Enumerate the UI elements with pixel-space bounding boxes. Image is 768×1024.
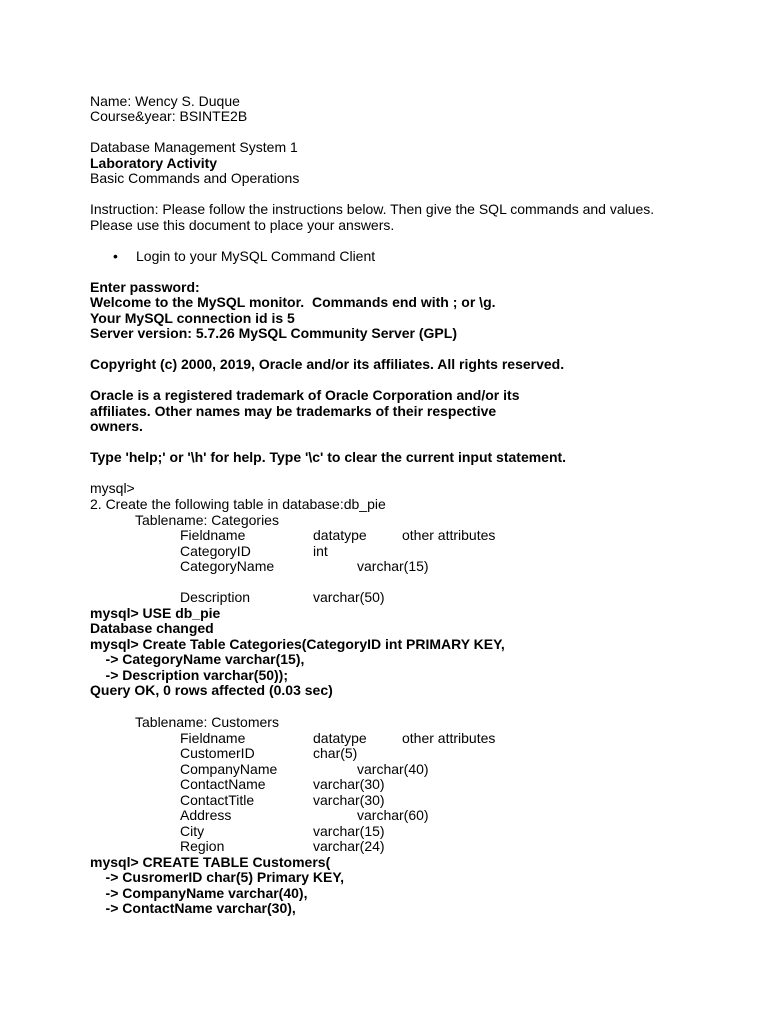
sql-line: -> CusromerID char(5) Primary KEY, [90, 869, 345, 885]
customers-field-name: CompanyName [180, 761, 278, 777]
sql-line: -> ContactName varchar(30), [90, 900, 296, 916]
sql-line: mysql> Create Table Categories(CategoryID int PRIMARY KEY, [90, 636, 505, 652]
customers-field-name: CustomerID [180, 745, 255, 761]
categories-field-name: CategoryName [180, 558, 275, 574]
instruction-line-1: Instruction: Please follow the instructions below. Then give the SQL commands and values. [90, 201, 655, 217]
customers-field-type: varchar(15) [313, 823, 385, 839]
bullet-icon: • [113, 248, 118, 264]
student-name: Name: Wency S. Duque [90, 93, 240, 109]
customers-field-type: varchar(30) [313, 776, 385, 792]
categories-header-field: Fieldname [180, 527, 246, 543]
categories-tablename: Tablename: Categories [135, 512, 279, 528]
categories-field-type: int [313, 543, 328, 559]
output-trademark-1: Oracle is a registered trademark of Oracle Corporation and/or its [90, 387, 520, 403]
course-title: Database Management System 1 [90, 139, 298, 155]
categories-header-attrs: other attributes [402, 527, 496, 543]
categories-field-name: Description [180, 589, 251, 605]
customers-field-type: varchar(60) [357, 807, 429, 823]
output-server: Server version: 5.7.26 MySQL Community Server (GPL) [90, 325, 457, 341]
output-copyright: Copyright (c) 2000, 2019, Oracle and/or its affiliates. All rights reserved. [90, 356, 565, 372]
customers-tablename: Tablename: Customers [135, 714, 279, 730]
categories-header-type: datatype [313, 527, 367, 543]
categories-field-name: CategoryID [180, 543, 251, 559]
categories-field-type: varchar(15) [357, 558, 429, 574]
output-welcome: Welcome to the MySQL monitor. Commands end with ; or \g. [90, 294, 496, 310]
output-trademark-3: owners. [90, 418, 143, 434]
customers-field-name: City [180, 823, 205, 839]
task-2-title: 2. Create the following table in database:db_pie [90, 496, 386, 512]
customers-field-name: Address [180, 807, 232, 823]
categories-field-type: varchar(50) [313, 589, 385, 605]
sql-line: mysql> CREATE TABLE Customers( [90, 854, 331, 870]
sql-line: Database changed [90, 620, 214, 636]
customers-field-name: ContactName [180, 776, 266, 792]
output-connection: Your MySQL connection id is 5 [90, 310, 295, 326]
activity-title: Laboratory Activity [90, 155, 218, 171]
bullet-text: Login to your MySQL Command Client [136, 248, 376, 264]
customers-field-name: Region [180, 838, 225, 854]
topic-title: Basic Commands and Operations [90, 170, 300, 186]
customers-field-type: varchar(24) [313, 838, 385, 854]
customers-header-field: Fieldname [180, 730, 246, 746]
sql-line: mysql> USE db_pie [90, 605, 221, 621]
customers-field-type: char(5) [313, 745, 358, 761]
customers-header-attrs: other attributes [402, 730, 496, 746]
output-trademark-2: affiliates. Other names may be trademarks of their respective [90, 403, 497, 419]
sql-line: -> CategoryName varchar(15), [90, 651, 305, 667]
sql-line: -> Description varchar(50)); [90, 667, 289, 683]
instruction-line-2: Please use this document to place your answers. [90, 217, 395, 233]
output-password: Enter password: [90, 279, 200, 295]
mysql-prompt: mysql> [90, 480, 135, 496]
course-year: Course&year: BSINTE2B [90, 108, 248, 124]
sql-line: -> CompanyName varchar(40), [90, 885, 308, 901]
customers-field-type: varchar(30) [313, 792, 385, 808]
customers-header-type: datatype [313, 730, 367, 746]
customers-field-name: ContactTitle [180, 792, 255, 808]
customers-field-type: varchar(40) [357, 761, 429, 777]
sql-line: Query OK, 0 rows affected (0.03 sec) [90, 682, 333, 698]
output-help: Type 'help;' or '\h' for help. Type '\c' to clear the current input statement. [90, 449, 567, 465]
